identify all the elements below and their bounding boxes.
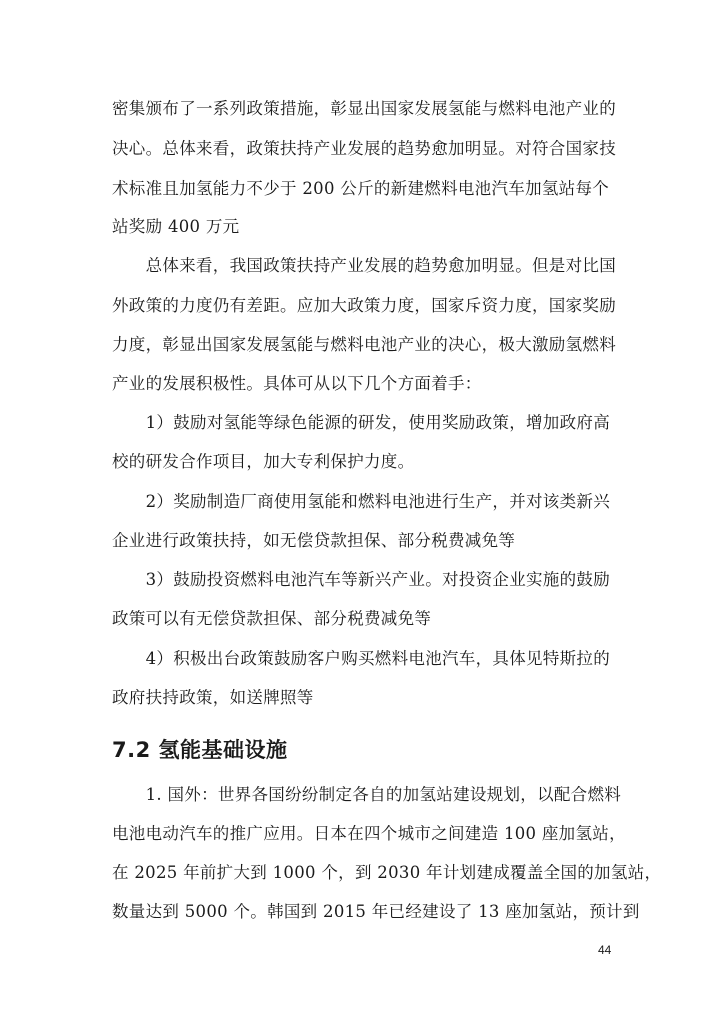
text-line: 力度，彰显出国家发展氢能与燃料电池产业的决心，极大激励氢燃料 — [112, 335, 616, 354]
text-line: 数量达到 5000 个。韩国到 2015 年已经建设了 13 座加氢站，预计到 — [112, 902, 640, 921]
list-item-line: 政策可以有无偿贷款担保、部分税费减免等 — [112, 609, 432, 628]
text-line: 在 2025 年前扩大到 1000 个，到 2030 年计划建成覆盖全国的加氢站， — [112, 863, 662, 882]
text-line: 密集颁布了一系列政策措施，彰显出国家发展氢能与燃料电池产业的 — [112, 99, 616, 118]
list-item-line: 1）鼓励对氢能等绿色能源的研发，使用奖励政策，增加政府高 — [112, 413, 610, 432]
list-item-line: 校的研发合作项目，加大专利保护力度。 — [112, 452, 415, 471]
list-item-line: 3）鼓励投资燃料电池汽车等新兴产业。对投资企业实施的鼓励 — [112, 570, 610, 589]
list-item-line: 4）积极出台政策鼓励客户购买燃料电池汽车，具体见特斯拉的 — [112, 649, 610, 668]
text-line: 站奖励 400 万元 — [112, 217, 240, 236]
text-line: 总体来看，我国政策扶持产业发展的趋势愈加明显。但是对比国 — [112, 256, 616, 275]
text-line: 决心。总体来看，政策扶持产业发展的趋势愈加明显。对符合国家技 — [112, 139, 616, 158]
text-line: 外政策的力度仍有差距。应加大政策力度，国家斥资力度，国家奖励 — [112, 296, 616, 315]
text-line: 电池电动汽车的推广应用。日本在四个城市之间建造 100 座加氢站， — [112, 824, 626, 843]
list-item-line: 企业进行政策扶持，如无偿贷款担保、部分税费减免等 — [112, 531, 516, 550]
page-number: 44 — [598, 943, 612, 957]
text-line: 术标准且加氢能力不少于 200 公斤的新建燃料电池汽车加氢站每个 — [112, 179, 610, 198]
text-line: 1. 国外：世界各国纷纷制定各自的加氢站建设规划，以配合燃料 — [112, 785, 622, 804]
section-heading: 7.2 氢能基础设施 — [112, 738, 288, 762]
text-line: 产业的发展积极性。具体可从以下几个方面着手： — [112, 374, 482, 393]
list-item-line: 2）奖励制造厂商使用氢能和燃料电池进行生产，并对该类新兴 — [112, 492, 610, 511]
list-item-line: 政府扶持政策，如送牌照等 — [112, 688, 314, 707]
